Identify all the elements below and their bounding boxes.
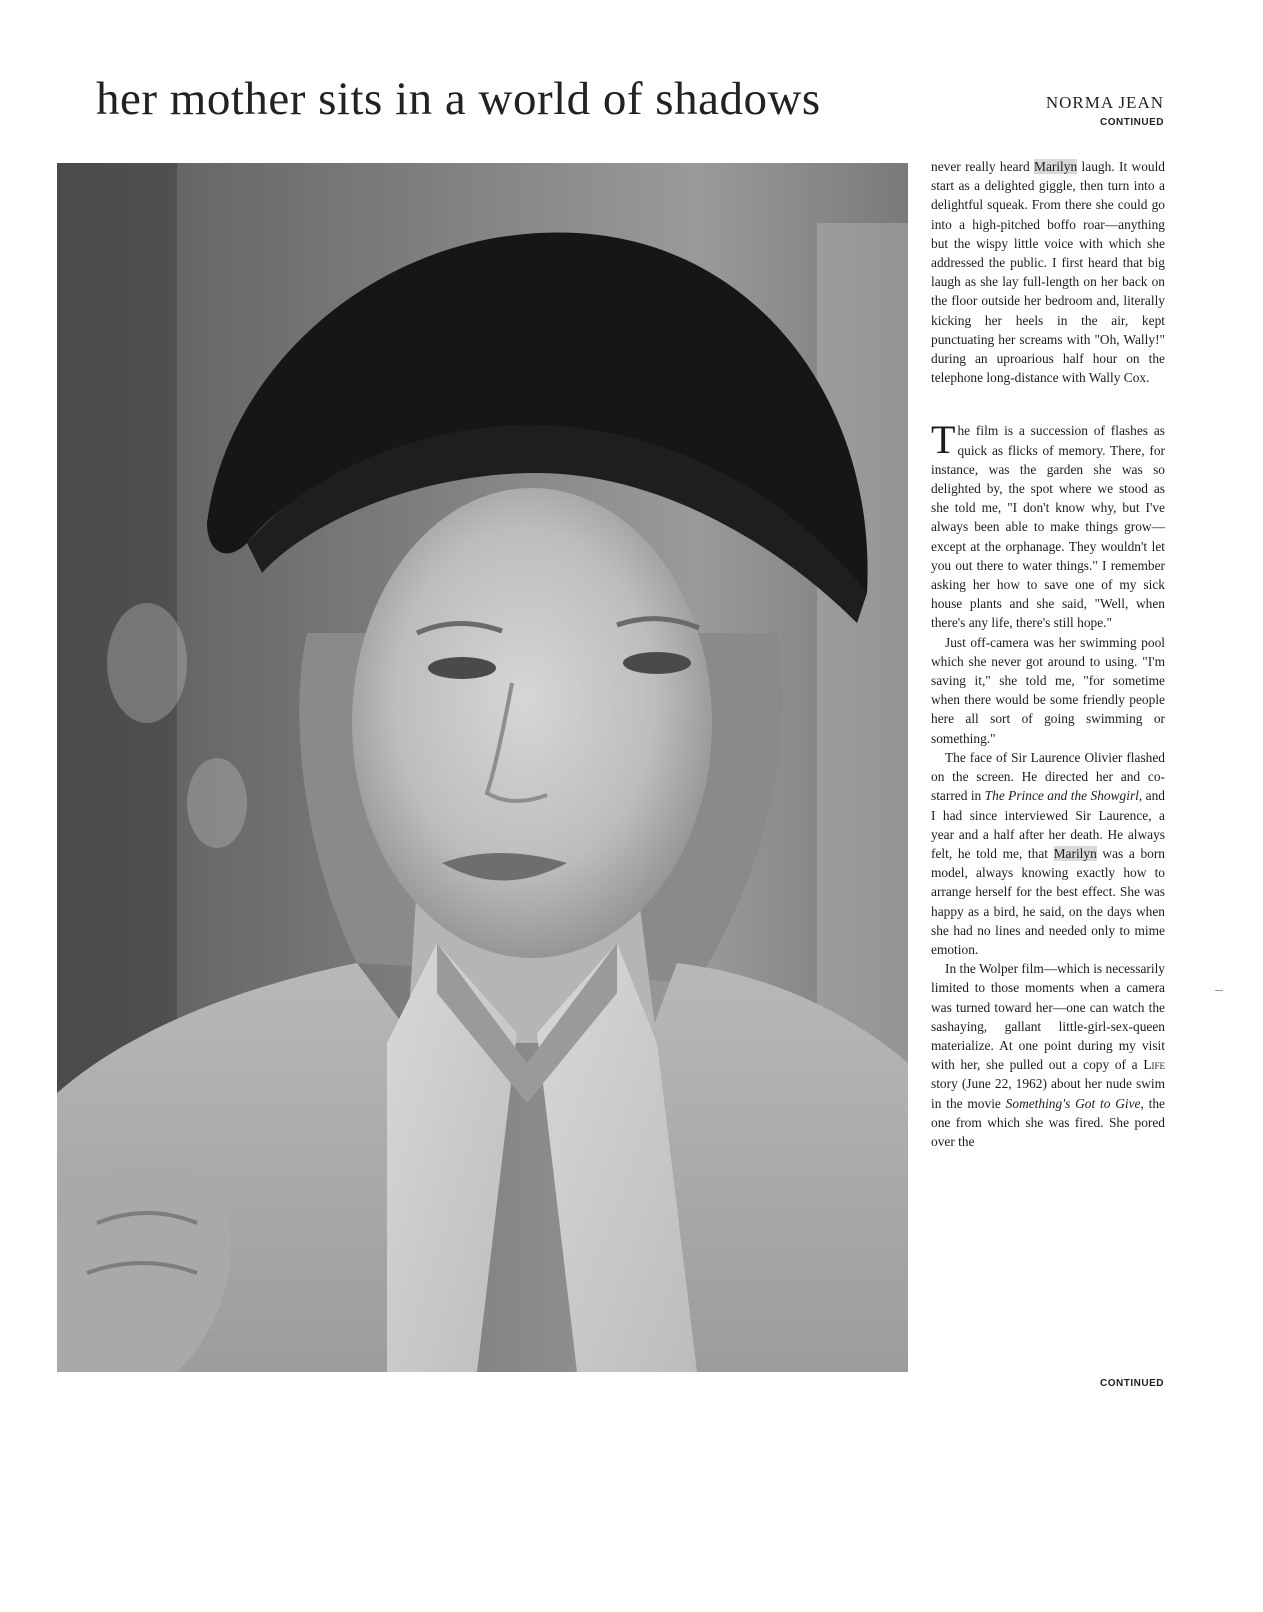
text-run: laugh. It would start as a delighted giggle, then turn into a delightful squeak. From there she could go into a high-pitched boffo roar—anything but the wispy little voice with which she addressed the public. I first heard that big laugh as she lay full-length on her back on the floor outside her bedroom and, literally kicking her heels in the air, kept punctuating her screams with "Oh, Wally!" during an uproarious half hour on the telephone long-distance with Wally Cox. xyxy=(931,159,1165,386)
article-column xyxy=(931,157,1165,1151)
highlighted-name: Marilyn xyxy=(1053,845,1097,861)
text-run: was a born model, always knowing exactly how to arrange herself for the best effect. She was happy as a bird, he said, on the days when she had no lines and needed only to mime emotion. xyxy=(931,845,1166,957)
margin-mark xyxy=(1215,990,1223,991)
article-paragraph xyxy=(931,157,1165,387)
footer-continued-label: CONTINUED xyxy=(1100,1378,1164,1389)
text-run: In the Wolper film—which is necessarily limited to those moments when a camera was turned toward her—one can watch the sashaying, gallant little-girl-sex-queen materialize. At one point during my visit with her, she pulled out a copy of a xyxy=(931,961,1165,1073)
film-title: Something's Got to Give xyxy=(1005,1095,1141,1111)
portrait-photo-illustration xyxy=(57,163,908,1372)
text-run: The face of Sir Laurence Olivier flashed on the screen. He directed her and co-starred in xyxy=(931,749,1165,804)
section-name: NORMA JEAN xyxy=(1045,93,1164,112)
section-header xyxy=(1046,93,1164,128)
film-title: The Prince and the Showgirl xyxy=(984,788,1139,804)
text-run: never really heard xyxy=(931,159,1035,174)
highlighted-name: Marilyn xyxy=(1034,159,1078,174)
article-paragraph xyxy=(931,748,1165,959)
text-run: , and I had since interviewed Sir Laurence, a year and a half after her death. He always felt, he told me, that xyxy=(931,788,1165,861)
headline: her mother sits in a world of shadows xyxy=(96,73,821,125)
article-paragraph: Just off-camera was her swimming pool which she never got around to using. "I'm saving it," she told me, "for sometime when there would be some friendly people here all sort of going swimming or something." xyxy=(931,634,1165,746)
text-run: story (June 22, 1962) about her nude swim in the movie xyxy=(931,1076,1165,1111)
section-continued-label: CONTINUED xyxy=(1100,117,1164,128)
article-paragraph xyxy=(931,417,1165,632)
drop-cap: T xyxy=(931,417,956,463)
text-run: he film is a succession of flashes as quick as flicks of memory. There, for instance, was the garden she was so delighted by, the spot where we stood as she told me, "I don't know why, but I've always been able to make things grow—except at the orphanage. They wouldn't let you out there to water things." I remember asking her how to save one of my sick house plants and she said, "Well, when there's any life, there's still hope." xyxy=(931,423,1165,631)
magazine-name: Life xyxy=(1143,1057,1165,1073)
text-run: , the one from which she was fired. She pored over the xyxy=(931,1095,1165,1149)
article-paragraph xyxy=(931,959,1165,1151)
portrait-photograph xyxy=(57,163,908,1372)
